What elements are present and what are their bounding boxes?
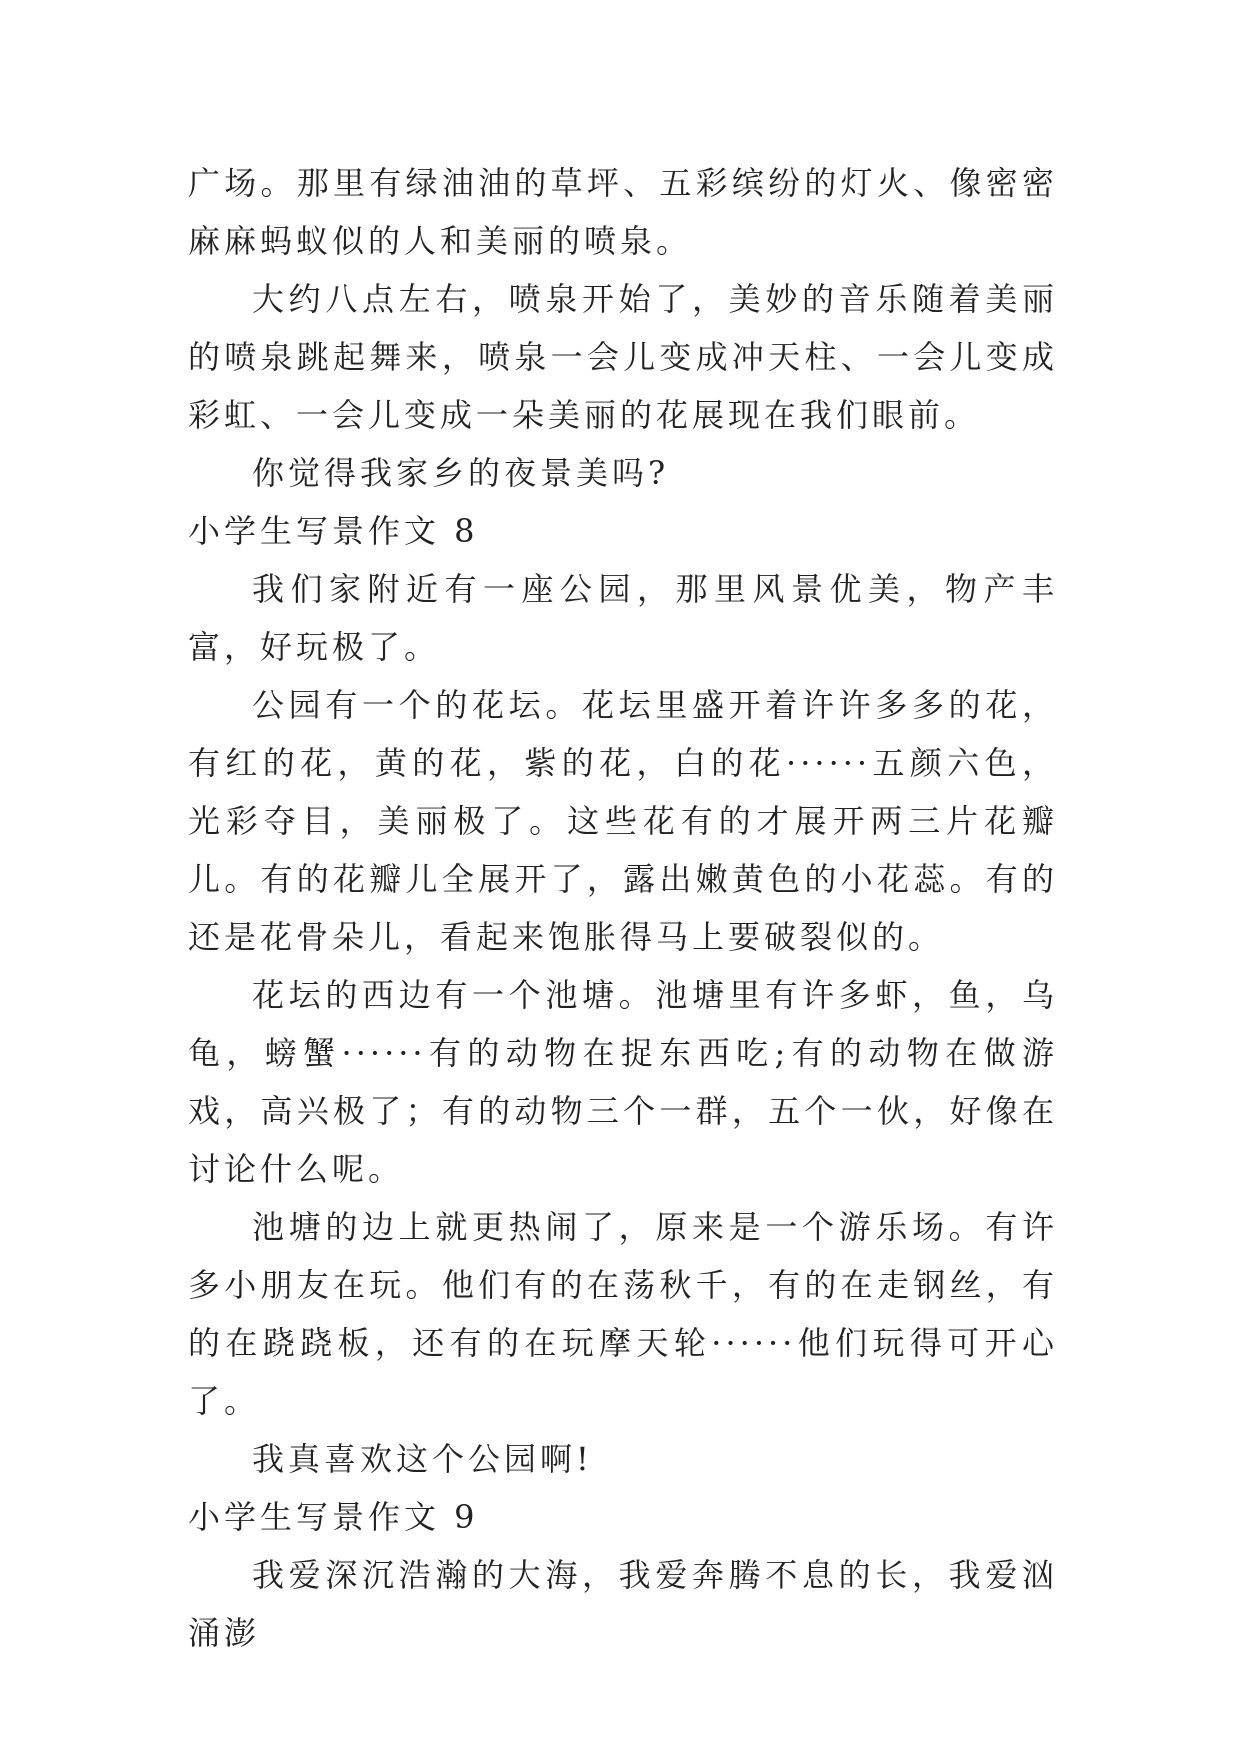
paragraph: 公园有一个的花坛。花坛里盛开着许许多多的花，有红的花，黄的花，紫的花，白的花······五颜六色，光彩夺目，美丽极了。这些花有的才展开两三片花瓣儿。有的花瓣儿全展开了，露出嫩黄色的小花蕊。有的还是花骨朵儿，看起来饱胀得马上要破裂似的。 — [188, 686, 1058, 956]
paragraph: 池塘的边上就更热闹了，原来是一个游乐场。有许多小朋友在玩。他们有的在荡秋千，有的在走钢丝，有的在跷跷板，还有的在玩摩天轮······他们玩得可开心了。 — [188, 1208, 1058, 1420]
paragraph: 我真喜欢这个公园啊! — [252, 1440, 593, 1478]
paragraph: 广场。那里有绿油油的草坪、五彩缤纷的灯火、像密密麻麻蚂蚁似的人和美丽的喷泉。 — [188, 164, 1058, 260]
paragraph: 你觉得我家乡的夜景美吗? — [252, 454, 670, 492]
paragraph: 我们家附近有一座公园，那里风景优美，物产丰富，好玩极了。 — [188, 570, 1058, 666]
section-heading: 小学生写景作文 8 — [188, 512, 479, 550]
paragraph: 大约八点左右，喷泉开始了，美妙的音乐随着美丽的喷泉跳起舞来，喷泉一会儿变成冲天柱、一会儿变成彩虹、一会儿变成一朵美丽的花展现在我们眼前。 — [188, 280, 1058, 434]
document-body — [188, 154, 1058, 1662]
paragraph: 我爱深沉浩瀚的大海，我爱奔腾不息的长，我爱汹涌澎 — [188, 1556, 1058, 1652]
paragraph: 花坛的西边有一个池塘。池塘里有许多虾，鱼，乌龟，螃蟹······有的动物在捉东西吃;有的动物在做游戏，高兴极了；有的动物三个一群，五个一伙，好像在讨论什么呢。 — [188, 976, 1058, 1188]
section-heading: 小学生写景作文 9 — [188, 1498, 479, 1536]
